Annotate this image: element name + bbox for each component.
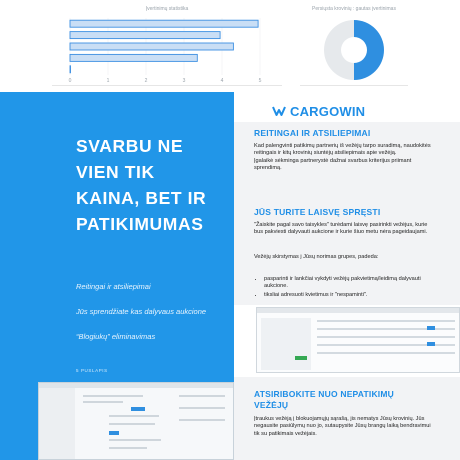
bar-x-tick-label: 1 <box>106 78 110 82</box>
screenshot-button <box>295 356 307 360</box>
screenshot-line <box>317 336 455 338</box>
screenshot-sidebar <box>261 318 311 370</box>
bar-chart-title: Įvertinimų statistika <box>145 6 189 12</box>
screenshot-line <box>109 415 159 417</box>
feature-item: “Blogiukų” eliminavimas <box>76 332 156 341</box>
pie-slice <box>324 20 354 80</box>
screenshot-sidebar <box>39 388 75 460</box>
headline-line: VIEN TIK <box>76 162 155 182</box>
bar-x-tick-label: 0 <box>68 78 72 82</box>
left-promo-panel <box>0 92 234 460</box>
screenshot-line <box>109 447 147 449</box>
brand-logo <box>272 100 365 122</box>
pie-slice <box>354 20 384 80</box>
screenshot-button <box>109 431 119 435</box>
bar-mark <box>70 43 233 50</box>
ratings-pie-chart <box>300 0 408 86</box>
pie-chart-plot <box>300 14 408 84</box>
headline-line: PATIKIMUMAS <box>76 214 204 234</box>
feature-list <box>76 282 226 357</box>
right-info-column <box>234 92 460 460</box>
cargowin-logo-icon <box>272 105 286 117</box>
bar-mark <box>70 54 197 61</box>
ratings-bar-chart <box>52 0 282 86</box>
ratings-text: Kad palengvinti patikimų partnerių iš vežėjų tarpo suradimą, naudokitės reitingais ir kitų krovinių siuntėjų atsiliepimais apie vežėją. Įgalaikė sėkminga partnerystė dažnai svarbus kriterijus priimant sprendimą. <box>254 143 431 172</box>
dashboard-screenshot <box>38 382 234 460</box>
screenshot-line <box>109 439 161 441</box>
headline <box>76 133 226 237</box>
screenshot-line <box>179 419 225 421</box>
ratings-title: REITINGAI IR ATSILIEPIMAI <box>254 128 371 138</box>
blocklist-title-line: VEŽĖJŲ <box>254 400 289 410</box>
screenshot-line <box>179 407 225 409</box>
carrier-list-screenshot <box>256 307 460 373</box>
groups-intro: Vežėjų skirstymas į Jūsų norimas grupes, padeda: <box>254 254 379 260</box>
screenshot-line <box>83 395 143 397</box>
bar-chart-plot <box>52 14 282 82</box>
feature-item: Jūs sprendžiate kas dalyvaus aukcione <box>76 307 207 316</box>
brand-name: CARGOWIN <box>290 103 366 119</box>
choice-text: "Žaiskite pagal savo taisykles" turėdami laisvę pasirinkti vežėjus, kurie bus pakviesti dalyvauti aukcione ir kurie šiuo metu nėra pageidaujami. <box>254 222 428 236</box>
screenshot-line <box>109 423 155 425</box>
pie-chart-title: Persiųsta krovinių : gautas įvertinimas <box>312 6 396 12</box>
groups-list <box>254 276 434 300</box>
groups-bullet: • pasparinti ir lankčiai vykdyti vežėjų pakvietimą/leidimą dalyvauti aukcione. <box>264 276 434 291</box>
blocklist-title-line: ATSIRIBOKITE NUO NEPATIKIMŲ <box>254 389 394 399</box>
screenshot-line <box>179 395 225 397</box>
blocklist-title <box>254 389 394 411</box>
groups-bullet: • tiksliai adresuoti kvietimus ir "nespaminti". <box>264 292 434 299</box>
blocklist-text: Įtraukus vežėją į blokuojamųjų sąrašą, jis nematys Jūsų krovinių. Jūs negausite pasiūlymų nuo jo, sutaupysite Jūsų brangų laiką bendravimui tik su patikimais vežėjais. <box>254 416 431 437</box>
choice-title: JŪS TURITE LAISVĘ SPRĘSTI <box>254 207 381 217</box>
screenshot-button <box>427 326 435 330</box>
bar-x-tick-label: 4 <box>220 78 224 82</box>
headline-line: KAINA, BET IR <box>76 188 207 208</box>
bar-mark <box>70 66 71 73</box>
screenshot-topbar <box>257 308 460 313</box>
screenshot-button <box>131 407 145 411</box>
bar-mark <box>70 20 258 27</box>
bar-x-tick-label: 2 <box>144 78 148 82</box>
screenshot-line <box>317 320 455 322</box>
bar-x-tick-label: 5 <box>258 78 262 82</box>
bar-mark <box>70 32 220 39</box>
page-number: 5 PUSLAPIS <box>76 368 108 373</box>
headline-line: SVARBU NE <box>76 136 184 156</box>
screenshot-button <box>427 342 435 346</box>
charts-strip <box>0 0 460 92</box>
feature-item: Reitingai ir atsiliepimai <box>76 282 151 291</box>
screenshot-line <box>317 352 455 354</box>
screenshot-line <box>83 401 123 403</box>
bar-x-tick-label: 3 <box>182 78 186 82</box>
